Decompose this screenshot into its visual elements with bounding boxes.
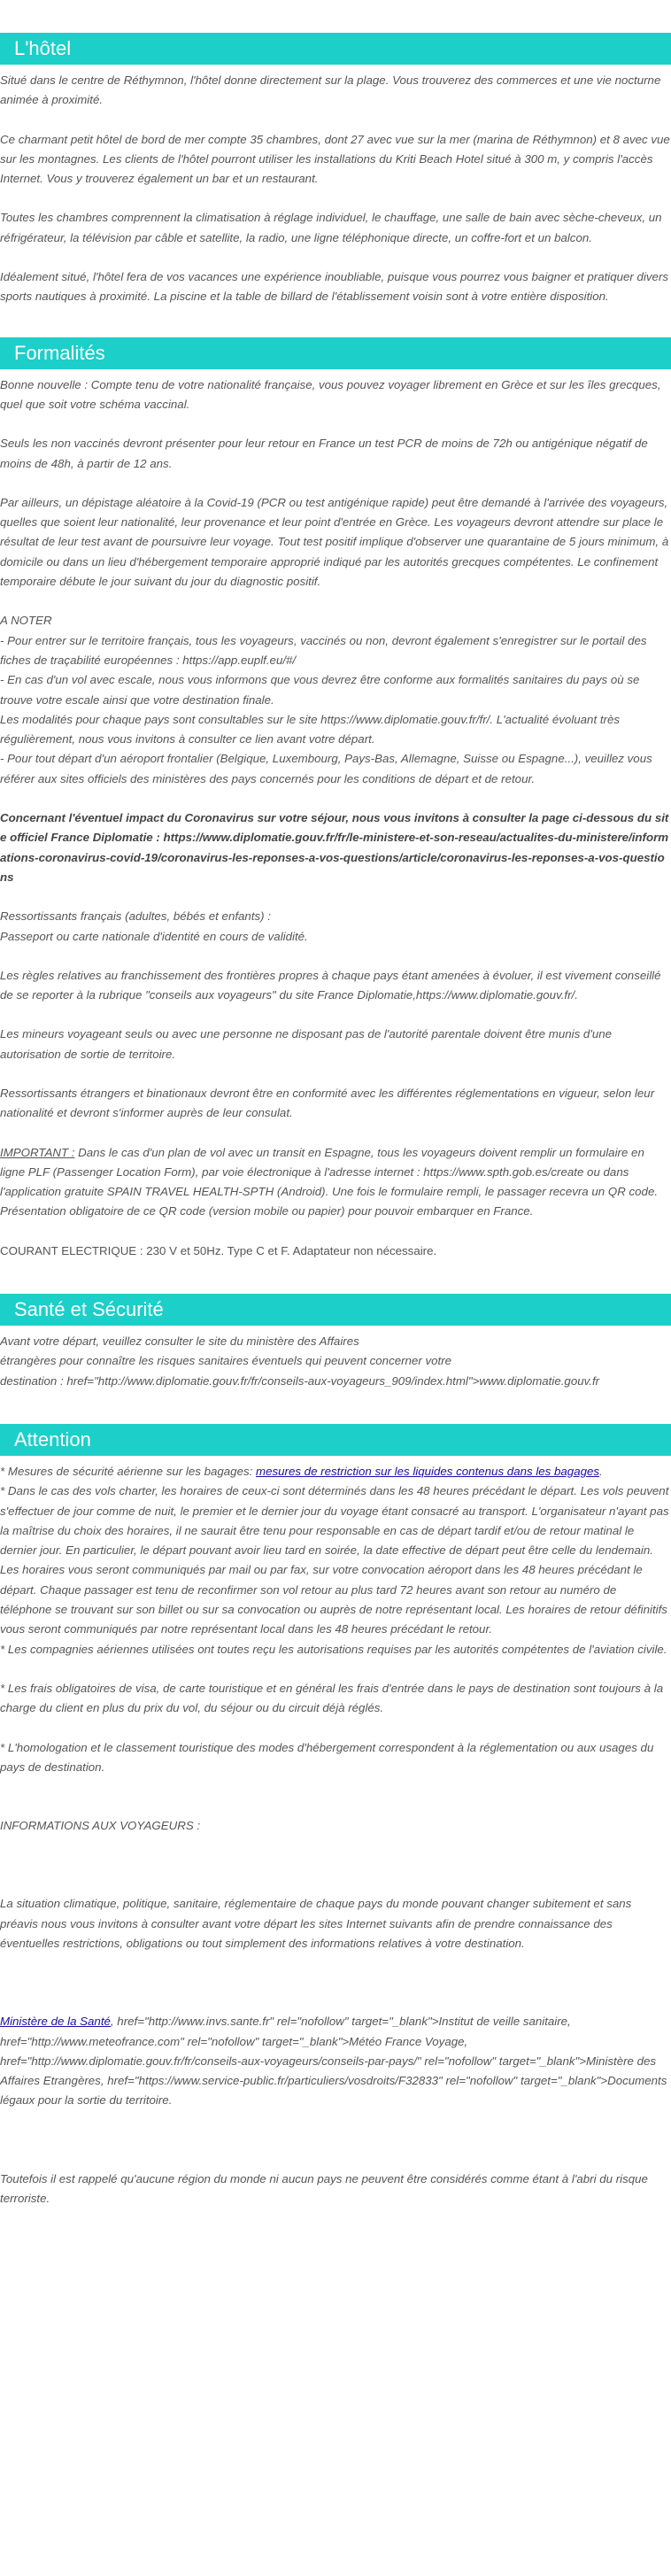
sante-line: destination : href="http://www.diplomatie.gouv.fr/fr/conseils-aux-voyageurs_909/index.html">www.diplomatie.gouv.fr xyxy=(0,1373,600,1388)
mesures-prefix: * Mesures de sécurité aérienne sur les bagages: xyxy=(0,1464,256,1478)
attention-paragraph: * Les frais obligatoires de visa, de carte touristique et en général les frais d'entrée dans le pays de destination sont toujours à la charge du client en plus du prix du vol, du séjour ou du circuit déjà réglés. xyxy=(0,1681,664,1715)
section-title-attention: Attention xyxy=(0,1424,671,1456)
attention-paragraph: * L'homologation et le classement touristique des modes d'hébergement correspondent à la réglementation ou aux usages du pays de destination. xyxy=(0,1740,654,1774)
important-label: IMPORTANT : xyxy=(0,1145,75,1159)
mesures-suffix: . xyxy=(599,1464,603,1478)
attention-paragraph: La situation climatique, politique, sanitaire, réglementaire de chaque pays du monde pouvant changer subitement et sans préavis nous vous invitons à consulter avant votre départ les sites Internet suivants afin de prendre connaissance des éventuelles restrictions, obligations ou tout simplement des informations relatives à votre destination. xyxy=(0,1897,632,1950)
info-voyageurs-title: INFORMATIONS AUX VOYAGEURS : xyxy=(0,1819,201,1833)
formalites-paragraph: Seuls les non vaccinés devront présenter pour leur retour en France un test PCR de moins de 72h ou antigénique négatif de moins de 48h, à partir de 12 ans. xyxy=(0,437,648,470)
hotel-paragraph: Ce charmant petit hôtel de bord de mer compte 35 chambres, dont 27 avec vue sur la mer (marina de Réthymnon) et 8 avec vue sur les montagnes. Les clients de l'hôtel pourront utiliser les installations du Kriti Beach Hotel situé à 300 m, y compris l'accès Internet. Vous y trouverez également un bar et un restaurant. xyxy=(0,132,670,186)
useful-links-text: , href="http://www.invs.sante.fr" rel="nofollow" target="_blank">Institut de veille sanitaire, href="http://www.meteofrance.com" rel="nofollow" target="_blank">Météo France Voyage, href="http://www.diplomatie.gouv.fr/fr/conseils-aux-voyageurs/conseils-par-pays/" rel="nofollow" target="_blank">Ministère des Affaires Etrangères, href="https://www.service-public.fr/particuliers/vosdroits/F32833" rel="nofollow" target="_blank">Documents légaux pour la sortie du territoire. xyxy=(0,2015,667,2108)
formalites-paragraph: Ressortissants étrangers et binationaux devront être en conformité avec les différentes réglementations en vigueur, selon leur nationalité et devront s'informer auprès de leur consulat. xyxy=(0,1086,655,1120)
note-item: - Pour entrer sur le territoire français, tous les voyageurs, vaccinés ou non, devront également s'enregistrer sur le portail des fiches de traçabilité européennes : https://app.euplf.eu/#/ xyxy=(0,633,647,667)
formalites-paragraph: Par ailleurs, un dépistage aléatoire à la Covid-19 (PCR ou test antigénique rapide) peut être demandé à l'arrivée des voyageurs, quelles que soient leur nationalité, leur provenance et leur point d'entrée en Grèce. Les voyageurs devront attendre sur place le résultat de leur test avant de poursuivre leur voyage. Tout test positif implique d'observer une quarantaine de 5 jours minimum, à domicile ou dans un lieu d'hébergement temporaire approprié indiqué par les autorités grecques compétentes. Le confinement temporaire débute le jour suivant du jour du diagnostic positif. xyxy=(0,495,669,589)
ministere-sante-link[interactable]: Ministère de la Santé xyxy=(0,2015,111,2029)
mesures-securite xyxy=(0,1462,671,1481)
formalites-paragraph: Bonne nouvelle : Compte tenu de votre nationalité française, vous pouvez voyager librement en Grèce et sur les îles grecques, quel que soit votre schéma vaccinal. xyxy=(0,377,661,411)
sante-content xyxy=(0,1326,671,1391)
important-notice xyxy=(0,1143,671,1222)
note-title: A NOTER xyxy=(0,614,52,628)
liquides-restriction-link[interactable]: mesures de restriction sur les liquides contenus dans les bagages xyxy=(256,1464,600,1478)
attention-content xyxy=(0,1456,671,2209)
coronavirus-notice: Concernant l'éventuel impact du Coronavirus sur votre séjour, nous vous invitons à consulter la page ci-dessous du site officiel France Diplomatie : https://www.diplomatie.gouv.fr/fr/le-ministere-et-son-reseau/actualites-du-ministere/informations-coronavirus-covid-19/coronavirus-les-reponses-a-vos-questions/article/coronavirus-les-reponses-a-vos-questions xyxy=(0,811,669,884)
hotel-content xyxy=(0,65,671,307)
hotel-paragraph: Situé dans le centre de Réthymnon, l'hôtel donne directement sur la plage. Vous trouverez des commerces et une vie nocturne animée à proximité. xyxy=(0,73,661,107)
section-title-formalites: Formalités xyxy=(0,337,671,369)
formalites-paragraph: Les règles relatives au franchissement des frontières propres à chaque pays étant amenées à évoluer, il est vivement conseillé de se reporter à la rubrique "conseils aux voyageurs" du site France Diplomatie,https://www.diplomatie.gouv.fr/. xyxy=(0,968,661,1002)
section-title-sante: Santé et Sécurité xyxy=(0,1294,671,1326)
section-title-hotel: L'hôtel xyxy=(0,33,671,65)
important-text: Dans le cas d'un plan de vol avec un transit en Espagne, tous les voyageurs doivent remplir un formulaire en ligne PLF (Passenger Location Form), par voie électronique à l'adresse internet : https://www.spth.gob.es/create ou dans l'application gratuite SPAIN TRAVEL HEALTH-SPTH (Android). Une fois le formulaire rempli, le passager recevra un QR code. Présentation obligatoire de ce QR code (version mobile ou papier) pour pouvoir embarquer en France. xyxy=(0,1145,659,1218)
note-item: Les modalités pour chaque pays sont consultables sur le site https://www.diplomatie.gouv.fr/fr/. L'actualité évoluant très régulièrement, nous vous invitons à consulter ce lien avant votre départ. xyxy=(0,712,621,746)
note-item: - Pour tout départ d'un aéroport frontalier (Belgique, Luxembourg, Pays-Bas, Allemagne, Suisse ou Espagne...), veuillez vous référer aux sites officiels des ministères des pays concernés pour les conditions de départ et de retour. xyxy=(0,752,652,785)
formalites-content xyxy=(0,369,671,1261)
sante-line: étrangères pour connaître les risques sanitaires éventuels qui peuvent concerner votre xyxy=(0,1354,452,1368)
hotel-paragraph: Toutes les chambres comprennent la climatisation à réglage individuel, le chauffage, une salle de bain avec sèche-cheveux, un réfrigérateur, la télévision par câble et satellite, la radio, une ligne téléphonique directe, un coffre-fort et un balcon. xyxy=(0,211,662,244)
ressortissants-value: Passeport ou carte nationale d'identité en cours de validité. xyxy=(0,929,308,943)
formalites-paragraph: Les mineurs voyageant seuls ou avec une personne ne disposant pas de l'autorité parentale doivent être munis d'une autorisation de sortie de territoire. xyxy=(0,1027,613,1061)
ressortissants-label: Ressortissants français (adultes, bébés et enfants) : xyxy=(0,909,271,924)
attention-paragraph: * Les compagnies aériennes utilisées ont toutes reçu les autorisations requises par les autorités compétentes de l'aviation civile. xyxy=(0,1642,667,1656)
hotel-paragraph: Idéalement situé, l'hôtel fera de vos vacances une expérience inoubliable, puisque vous pourrez vous baigner et pratiquer divers sports nautiques à proximité. La piscine et la table de billard de l'établissement voisin sont à votre entière disposition. xyxy=(0,270,669,304)
electric-current: COURANT ELECTRIQUE : 230 V et 50Hz. Type C et F. Adaptateur non nécessaire. xyxy=(0,1243,437,1257)
useful-links xyxy=(0,2012,671,2110)
sante-line: Avant votre départ, veuillez consulter le site du ministère des Affaires xyxy=(0,1334,359,1349)
attention-paragraph: * Dans le cas des vols charter, les horaires de ceux-ci sont déterminés dans les 48 heures précédant le départ. Les vols peuvent s'effectuer de jour comme de nuit, le premier et le dernier jour du voyage étant consacré au transport. L'organisateur n'ayant pas la maîtrise du choix des horaires, il ne saurait être tenu pour responsable en cas de départ tardif et/ou de retour matinal le dernier jour. En particulier, le départ pouvant avoir lieu tard en soirée, la date effective de départ peut être celle du lendemain. Les horaires vous seront communiqués par mail ou par fax, sur votre convocation aéroport dans les 48 heures précédant le départ. Chaque passager est tenu de reconfirmer son vol retour au plus tard 72 heures avant son retour au numéro de téléphone se trouvant sur son billet ou sur sa convocation ou auprès de notre représentant local. Les horaires de retour définitifs vous seront communiqués par notre représentant local dans les 48 heures précédant le retour. xyxy=(0,1484,669,1636)
note-item: - En cas d'un vol avec escale, nous vous informons que vous devrez être conforme aux formalités sanitaires du pays où se trouve votre escale ainsi que votre destination finale. xyxy=(0,673,640,707)
attention-paragraph: Toutefois il est rappelé qu'aucune région du monde ni aucun pays ne peuvent être considérés comme étant à l'abri du risque terroriste. xyxy=(0,2171,648,2206)
